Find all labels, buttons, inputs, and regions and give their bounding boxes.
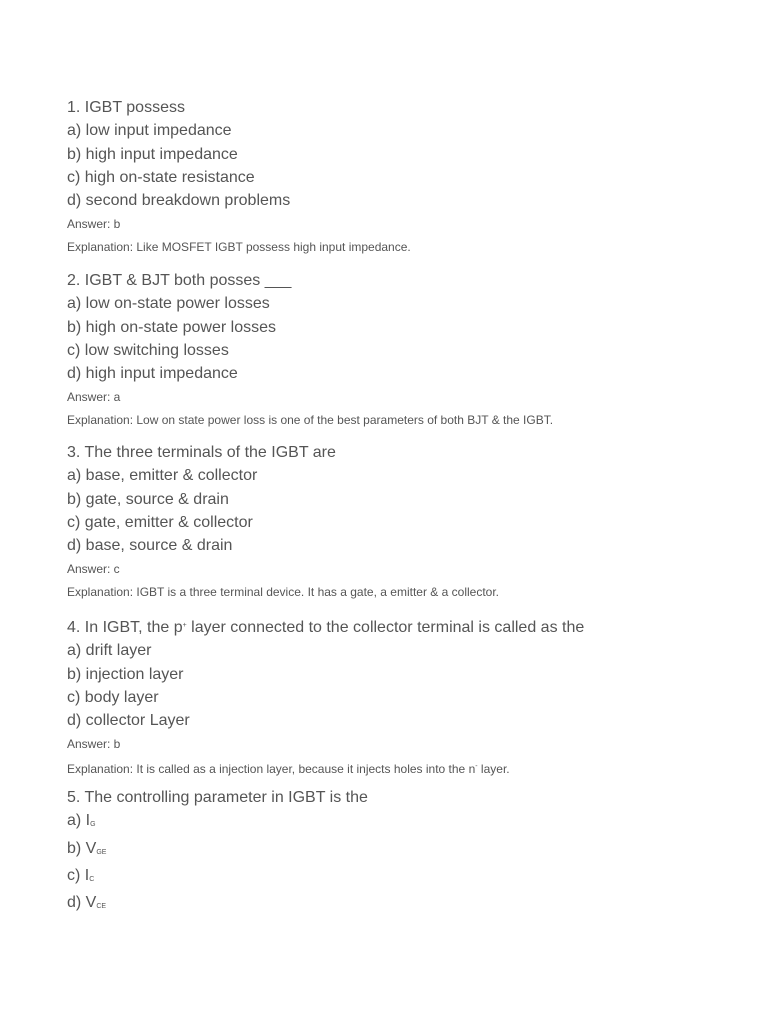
question-stem xyxy=(67,614,747,639)
explanation-text: Explanation: It is called as a injection layer, because it injects holes into the n xyxy=(67,762,476,777)
option-b: b) high on-state power losses xyxy=(67,318,276,336)
option-text: c) I xyxy=(67,866,90,884)
option-subscript: CE xyxy=(96,903,107,911)
option-d: d) second breakdown problems xyxy=(67,192,291,210)
option-subscript: C xyxy=(89,875,95,883)
option-a: a) base, emitter & collector xyxy=(67,467,258,485)
question-stem: 2. IGBT & BJT both posses ___ xyxy=(67,272,292,289)
option-d: d) high input impedance xyxy=(67,365,238,383)
question-4 xyxy=(67,614,747,776)
explanation: Explanation: IGBT is a three terminal device. It has a gate, a emitter & a collector. xyxy=(67,585,499,600)
question-3 xyxy=(67,441,747,599)
option-subscript: GE xyxy=(96,848,107,856)
question-2 xyxy=(67,269,747,427)
option-c: c) body layer xyxy=(67,688,159,706)
superscript-plus: + xyxy=(182,622,187,629)
option-text: d) V xyxy=(67,894,97,912)
answer: Answer: b xyxy=(67,217,121,232)
option-b: b) high input impedance xyxy=(67,145,238,163)
option-a: a) drift layer xyxy=(67,642,152,660)
stem-text: 4. In IGBT, the p xyxy=(67,619,183,636)
option-c: c) gate, emitter & collector xyxy=(67,513,253,531)
answer: Answer: c xyxy=(67,562,120,577)
option-a xyxy=(67,809,747,836)
option-text: a) I xyxy=(67,812,91,830)
explanation: Explanation: Low on state power loss is one of the best parameters of both BJT & the IGBT. xyxy=(67,413,554,428)
answer: Answer: a xyxy=(67,390,121,405)
option-a: a) low input impedance xyxy=(67,122,232,140)
question-stem: 5. The controlling parameter in IGBT is the xyxy=(67,789,368,806)
option-text: b) V xyxy=(67,839,97,857)
option-c xyxy=(67,864,747,891)
option-subscript: G xyxy=(90,821,96,829)
superscript-minus: - xyxy=(475,763,478,771)
option-b xyxy=(67,837,747,864)
explanation: Explanation: Like MOSFET IGBT possess high input impedance. xyxy=(67,240,411,255)
question-stem: 1. IGBT possess xyxy=(67,99,185,116)
question-1 xyxy=(67,96,747,254)
option-c: c) high on-state resistance xyxy=(67,168,255,186)
option-a: a) low on-state power losses xyxy=(67,295,270,313)
option-c: c) low switching losses xyxy=(67,341,229,359)
option-d xyxy=(67,891,747,918)
option-d: d) collector Layer xyxy=(67,712,190,730)
question-5 xyxy=(67,786,747,918)
answer: Answer: b xyxy=(67,737,121,752)
option-b: b) injection layer xyxy=(67,665,184,683)
question-stem: 3. The three terminals of the IGBT are xyxy=(67,444,336,461)
explanation-text-rest: layer. xyxy=(477,762,510,777)
stem-text-rest: layer connected to the collector terminal is called as the xyxy=(186,619,585,636)
option-b: b) gate, source & drain xyxy=(67,490,229,508)
explanation xyxy=(67,760,747,776)
option-d: d) base, source & drain xyxy=(67,537,233,555)
